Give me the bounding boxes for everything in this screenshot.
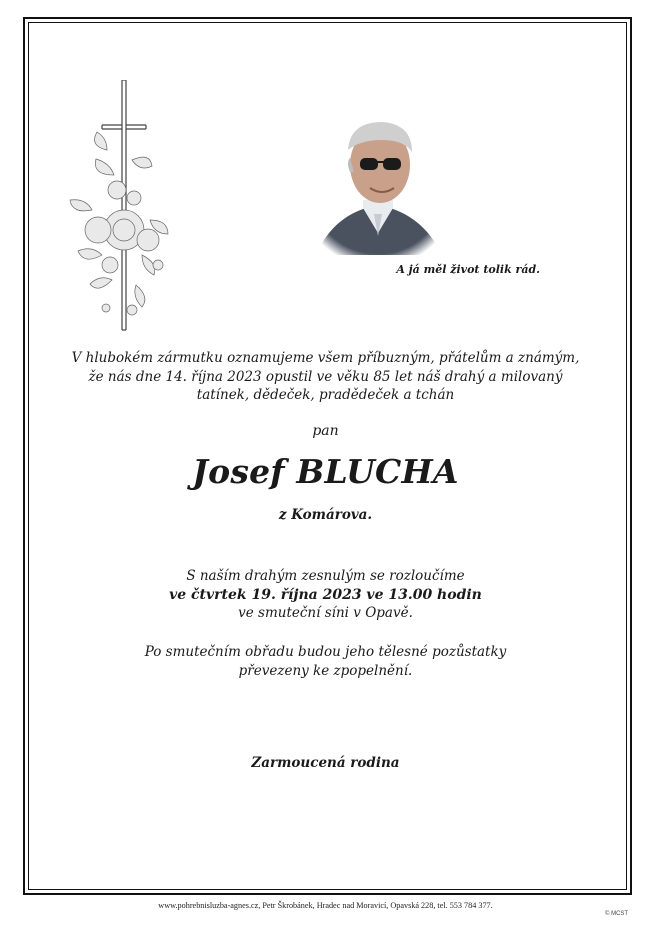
farewell-date: ve čtvrtek 19. října 2023 ve 13.00 hodin bbox=[169, 586, 482, 603]
farewell-line: S naším drahým zesnulým se rozloučíme bbox=[186, 568, 465, 584]
deceased-name: Josef BLUCHA bbox=[192, 452, 459, 491]
announcement-line: tatínek, dědeček, pradědeček a tchán bbox=[196, 387, 455, 403]
announcement-line: že nás dne 14. října 2023 opustil ve věku 85 let náš drahý a milovaný bbox=[88, 368, 563, 385]
footer-contact: www.pohrebnisluzba-agnes.cz, Petr Škrobánek, Hradec nad Moravicí, Opavská 228, tel. 553 784 377. bbox=[158, 901, 493, 910]
origin: z Komárova. bbox=[278, 507, 373, 523]
cremation-line: převezeny ke zpopelnění. bbox=[238, 662, 413, 679]
signature: Zarmoucená rodina bbox=[251, 755, 400, 771]
farewell-line: ve smuteční síni v Opavě. bbox=[238, 605, 413, 621]
cross-with-flowers-icon bbox=[62, 80, 177, 332]
farewell-text bbox=[30, 567, 621, 623]
portrait-photo bbox=[308, 110, 448, 260]
copyright: © MCST bbox=[605, 911, 629, 917]
announcement-text bbox=[30, 349, 621, 405]
motto: A já měl život tolik rád. bbox=[396, 263, 540, 276]
announcement-line: V hlubokém zármutku oznamujeme všem příbuzným, přátelům a známým, bbox=[71, 350, 580, 366]
honorific: pan bbox=[312, 423, 339, 439]
cremation-text bbox=[30, 643, 621, 680]
cremation-line: Po smutečním obřadu budou jeho tělesné pozůstatky bbox=[144, 644, 507, 660]
